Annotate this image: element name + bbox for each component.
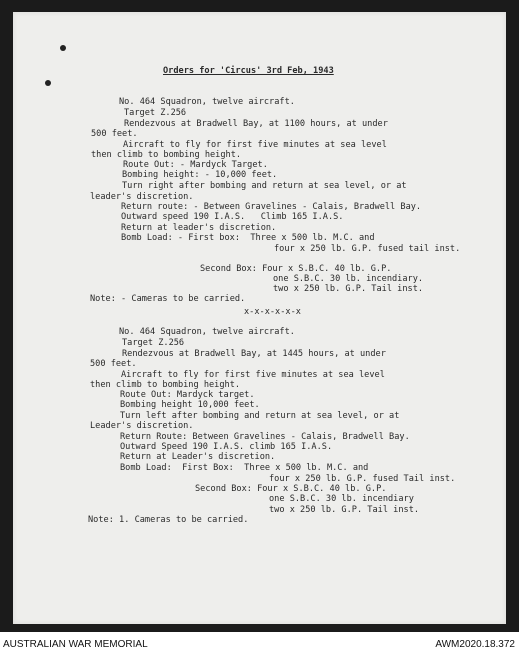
text-line: Turn left after bombing and return at sea level, or at bbox=[120, 411, 400, 421]
text-line: Rendezvous at Bradwell Bay, at 1445 hours, at under bbox=[122, 349, 386, 359]
punch-hole-bottom bbox=[45, 80, 51, 86]
text-line: Return route: - Between Gravelines - Calais, Bradwell Bay. bbox=[121, 202, 422, 212]
footer-institution: AUSTRALIAN WAR MEMORIAL bbox=[3, 639, 148, 650]
text-line: No. 464 Squadron, twelve aircraft. bbox=[119, 327, 295, 337]
text-line: Route Out: - Mardyck Target. bbox=[123, 160, 268, 170]
text-line: Second Box: Four x S.B.C. 40 lb. G.P. bbox=[195, 484, 387, 494]
text-line: Bomb Load: - First box: Three x 500 lb. M.C. and bbox=[121, 233, 375, 243]
text-line: two x 250 lb. G.P. Tail inst. bbox=[269, 505, 420, 515]
text-line: Return at leader's discretion. bbox=[121, 223, 277, 233]
document-title: Orders for 'Circus' 3rd Feb, 1943 bbox=[163, 66, 334, 76]
punch-hole-top bbox=[60, 45, 66, 51]
text-line: Outward speed 190 I.A.S. Climb 165 I.A.S. bbox=[121, 212, 344, 222]
text-line: Note: - Cameras to be carried. bbox=[90, 294, 246, 304]
text-line: four x 250 lb. G.P. fused tail inst. bbox=[274, 244, 461, 254]
text-line: Aircraft to fly for first five minutes at sea level bbox=[123, 140, 387, 150]
text-line: Bomb Load: First Box: Three x 500 lb. M.C. and bbox=[120, 463, 369, 473]
text-line: then climb to bombing height. bbox=[91, 150, 242, 160]
text-line: Note: 1. Cameras to be carried. bbox=[88, 515, 249, 525]
footer-accession-number: AWM2020.18.372 bbox=[435, 639, 515, 650]
text-line: one S.B.C. 30 lb. incendiary bbox=[269, 494, 414, 504]
text-line: leader's discretion. bbox=[90, 192, 194, 202]
section-separator: x-x-x-x-x-x bbox=[244, 307, 301, 317]
text-line: Aircraft to fly for first five minutes at sea level bbox=[121, 370, 385, 380]
text-line: Outward Speed 190 I.A.S. climb 165 I.A.S. bbox=[120, 442, 333, 452]
text-line: 500 feet. bbox=[90, 359, 137, 369]
text-line: Route Out: Mardyck target. bbox=[120, 390, 255, 400]
text-line: Bombing height: - 10,000 feet. bbox=[122, 170, 278, 180]
text-line: 500 feet. bbox=[91, 129, 138, 139]
text-line: Target Z.256 bbox=[122, 338, 185, 348]
text-line: Return Route: Between Gravelines - Calais, Bradwell Bay. bbox=[120, 432, 410, 442]
text-line: two x 250 lb. G.P. Tail inst. bbox=[273, 284, 424, 294]
text-line: Bombing height 10,000 feet. bbox=[120, 400, 260, 410]
text-line: one S.B.C. 30 lb. incendiary. bbox=[273, 274, 424, 284]
text-line: Second Box: Four x S.B.C. 40 lb. G.P. bbox=[200, 264, 392, 274]
text-line: Return at Leader's discretion. bbox=[120, 452, 276, 462]
text-line: Leader's discretion. bbox=[90, 421, 194, 431]
text-line: then climb to bombing height. bbox=[90, 380, 241, 390]
text-line: four x 250 lb. G.P. fused Tail inst. bbox=[269, 474, 456, 484]
text-line: No. 464 Squadron, twelve aircraft. bbox=[119, 97, 295, 107]
text-line: Turn right after bombing and return at sea level, or at bbox=[122, 181, 407, 191]
footer-bar bbox=[0, 632, 519, 653]
text-line: Rendezvous at Bradwell Bay, at 1100 hours, at under bbox=[124, 119, 388, 129]
text-line: Target Z.256 bbox=[124, 108, 187, 118]
